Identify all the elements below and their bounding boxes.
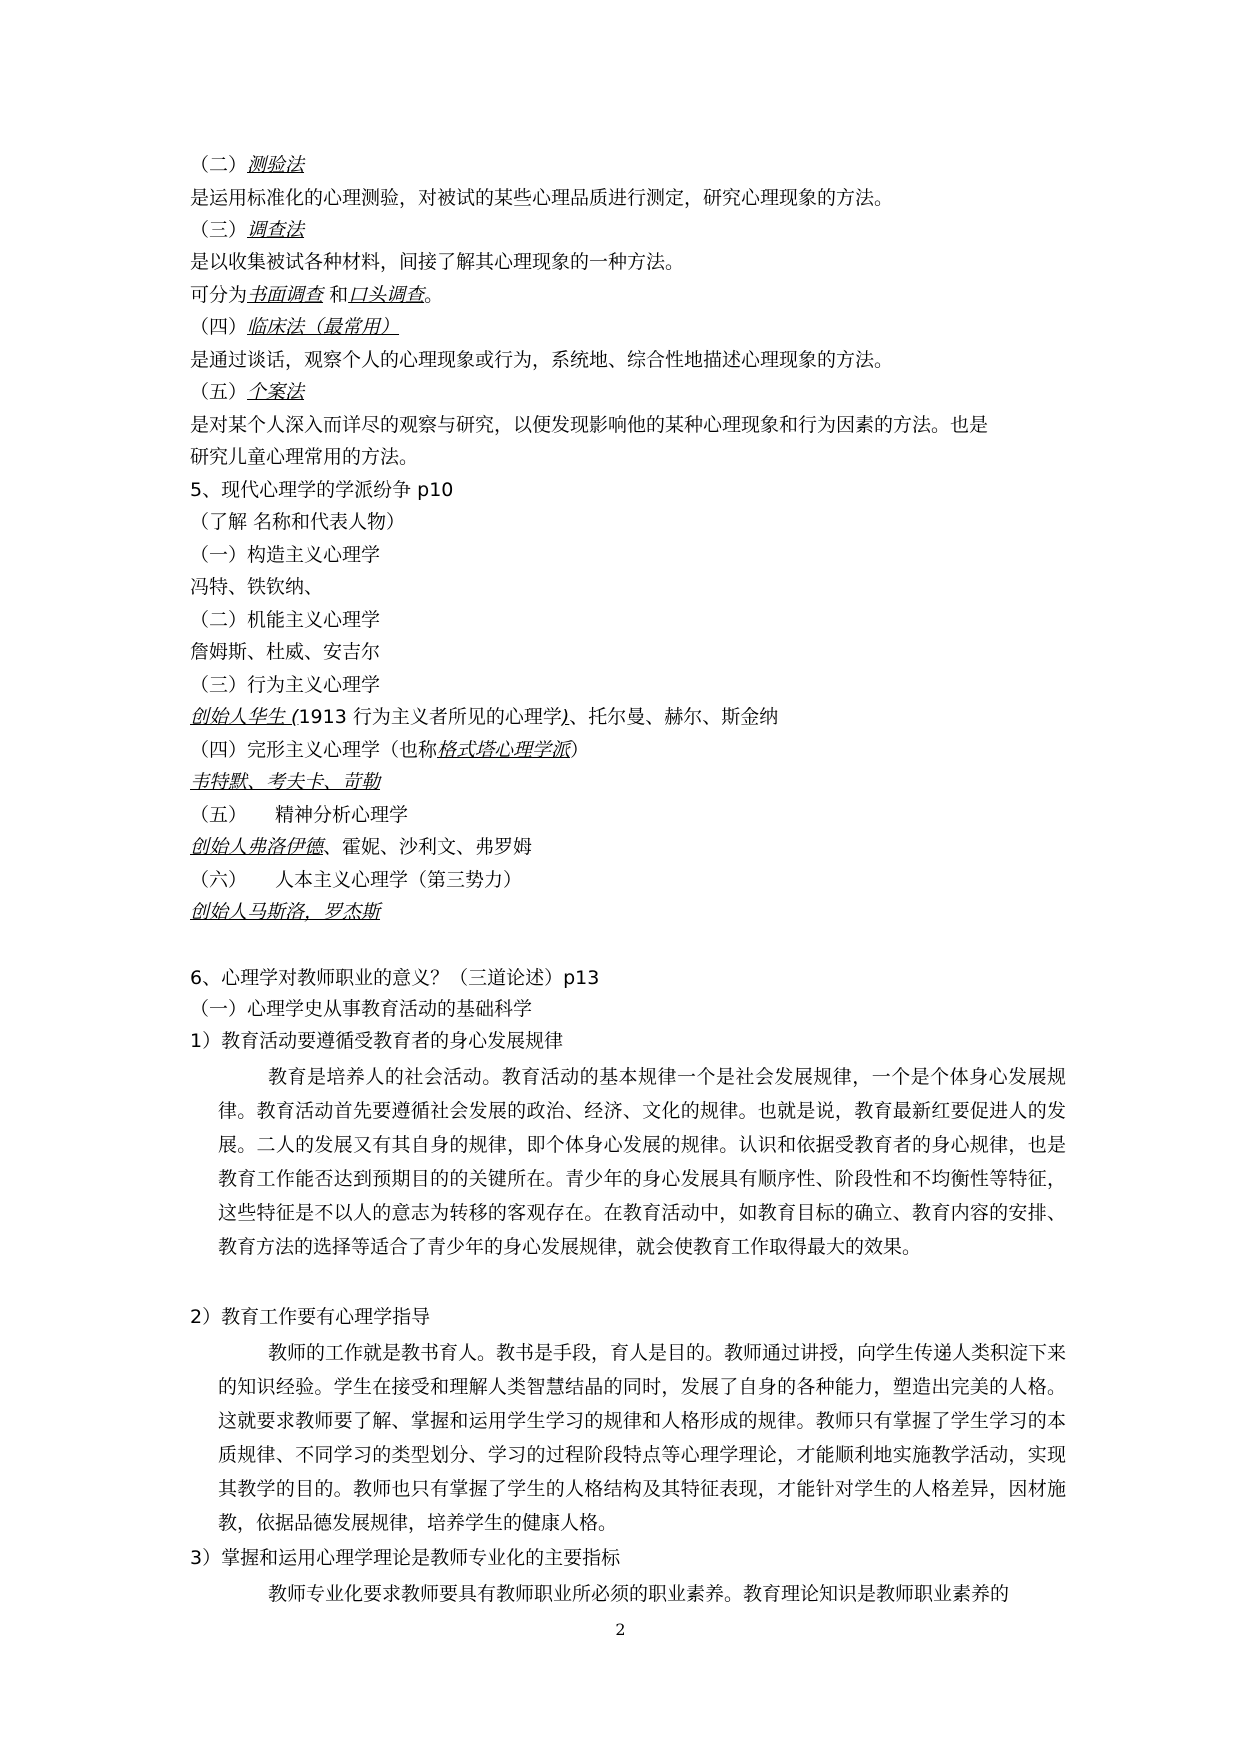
subtypes-conjunction: 和 <box>323 284 349 306</box>
method-5-name: 个案法 <box>247 381 305 403</box>
school-3-book: 1913 行为主义者所见的心理学 <box>298 706 562 728</box>
school-6-people: 创始人马斯洛，罗杰斯 <box>190 901 381 923</box>
subtypes-prefix: 可分为 <box>190 284 248 306</box>
method-4-description: 是通过谈话，观察个人的心理现象或行为，系统地、综合性地描述心理现象的方法。 <box>190 349 894 371</box>
section-5-title: 5、现代心理学的学派纷争 p10 <box>190 479 454 501</box>
school-4-alias: 格式塔心理学派 <box>437 739 571 761</box>
method-4-name: 临床法（最常用） <box>247 316 400 338</box>
school-6-title <box>190 868 522 892</box>
school-2-title: （二）机能主义心理学 <box>190 609 381 631</box>
page-number: 2 <box>615 1620 626 1639</box>
method-3-name: 调查法 <box>247 219 305 241</box>
school-5-number: （五） <box>190 804 248 826</box>
school-1-people: 冯特、铁钦纳、 <box>190 576 324 598</box>
point-1-body: 教育是培养人的社会活动。教育活动的基本规律一个是社会发展规律，一个是个体身心发展规律。教育活动首先要遵循社会发展的政治、经济、文化的规律。也就是说，教育最新红要促进人的发展。二人的发展又有其自身的规律，即个体身心发展的规律。认识和依据受教育者的身心规律，也是教育工作能否达到预期目的的关键所在。青少年的身心发展具有顺序性、阶段性和不均衡性等特征，这些特征是不以人的意志为转移的客观存在。在教育活动中，如教育目标的确立、教育内容的安排、教育方法的选择等适合了青少年的身心发展规律，就会使教育工作取得最大的效果。 <box>218 1066 1066 1258</box>
method-5-description-line1: 是对某个人深入而详尽的观察与研究，以便发现影响他的某种心理现象和行为因素的方法。也是 <box>190 414 989 436</box>
school-3-people <box>190 705 778 729</box>
method-2-number: （二） <box>190 154 248 176</box>
method-3-subtypes <box>190 283 443 307</box>
subtypes-end: 。 <box>424 284 444 306</box>
section-5-note: （了解 名称和代表人物） <box>190 511 406 533</box>
school-3-others: 、托尔曼、赫尔、斯金纳 <box>569 706 779 728</box>
school-4-title-main: （四）完形主义心理学（也称 <box>190 739 438 761</box>
method-3-heading <box>190 218 304 242</box>
school-3-founder: 创始人华生 ( <box>190 706 299 728</box>
school-5-name: 精神分析心理学 <box>275 804 409 826</box>
school-5-title <box>190 803 408 827</box>
school-5-others: 、霍妮、沙利文、弗罗姆 <box>323 836 533 858</box>
method-2-heading <box>190 153 304 177</box>
point-1-title: 1）教育活动要遵循受教育者的身心发展规律 <box>190 1030 564 1052</box>
point-2-body: 教师的工作就是教书育人。教书是手段，育人是目的。教师通过讲授，向学生传递人类积淀下来的知识经验。学生在接受和理解人类智慧结晶的同时，发展了自身的各种能力，塑造出完美的人格。这就要求教师要了解、掌握和运用学生学习的规律和人格形成的规律。教师只有掌握了学生学习的本质规律、不同学习的类型划分、学习的过程阶段特点等心理学理论，才能顺利地实施教学活动，实现其教学的目的。教师也只有掌握了学生的人格结构及其特征表现，才能针对学生的人格差异，因材施教，依据品德发展规律，培养学生的健康人格。 <box>218 1342 1067 1534</box>
method-2-name: 测验法 <box>247 154 305 176</box>
subtype-oral-survey: 口头调查 <box>348 284 425 306</box>
school-2-people: 詹姆斯、杜威、安吉尔 <box>190 641 381 663</box>
method-4-heading <box>190 315 399 339</box>
school-4-title-end: ） <box>570 739 590 761</box>
school-4-people: 韦特默、考夫卡、苛勒 <box>190 771 381 793</box>
section-6-sub-1: （一）心理学史从事教育活动的基础科学 <box>190 998 533 1020</box>
school-3-title: （三）行为主义心理学 <box>190 674 381 696</box>
method-5-number: （五） <box>190 381 248 403</box>
point-2-title: 2）教育工作要有心理学指导 <box>190 1306 431 1328</box>
school-1-title: （一）构造主义心理学 <box>190 544 381 566</box>
school-5-people <box>190 835 532 859</box>
school-3-paren: ) <box>561 706 570 728</box>
method-4-number: （四） <box>190 316 248 338</box>
section-6-title: 6、心理学对教师职业的意义？（三道论述）p13 <box>190 967 600 989</box>
point-3-body: 教师专业化要求教师要具有教师职业所必须的职业素养。教育理论知识是教师职业素养的 <box>268 1583 1010 1605</box>
method-5-description-line2: 研究儿童心理常用的方法。 <box>190 446 419 468</box>
subtype-written-survey: 书面调查 <box>247 284 324 306</box>
method-2-description: 是运用标准化的心理测验，对被试的某些心理品质进行测定，研究心理现象的方法。 <box>190 187 894 209</box>
point-3-title: 3）掌握和运用心理学理论是教师专业化的主要指标 <box>190 1547 621 1569</box>
school-5-founder: 创始人弗洛伊德 <box>190 836 324 858</box>
school-6-name: 人本主义心理学（第三势力） <box>275 869 523 891</box>
method-5-heading <box>190 380 304 404</box>
method-3-number: （三） <box>190 219 248 241</box>
school-4-title <box>190 738 589 762</box>
school-6-number: （六） <box>190 869 248 891</box>
method-3-description: 是以收集被试各种材料，间接了解其心理现象的一种方法。 <box>190 251 685 273</box>
